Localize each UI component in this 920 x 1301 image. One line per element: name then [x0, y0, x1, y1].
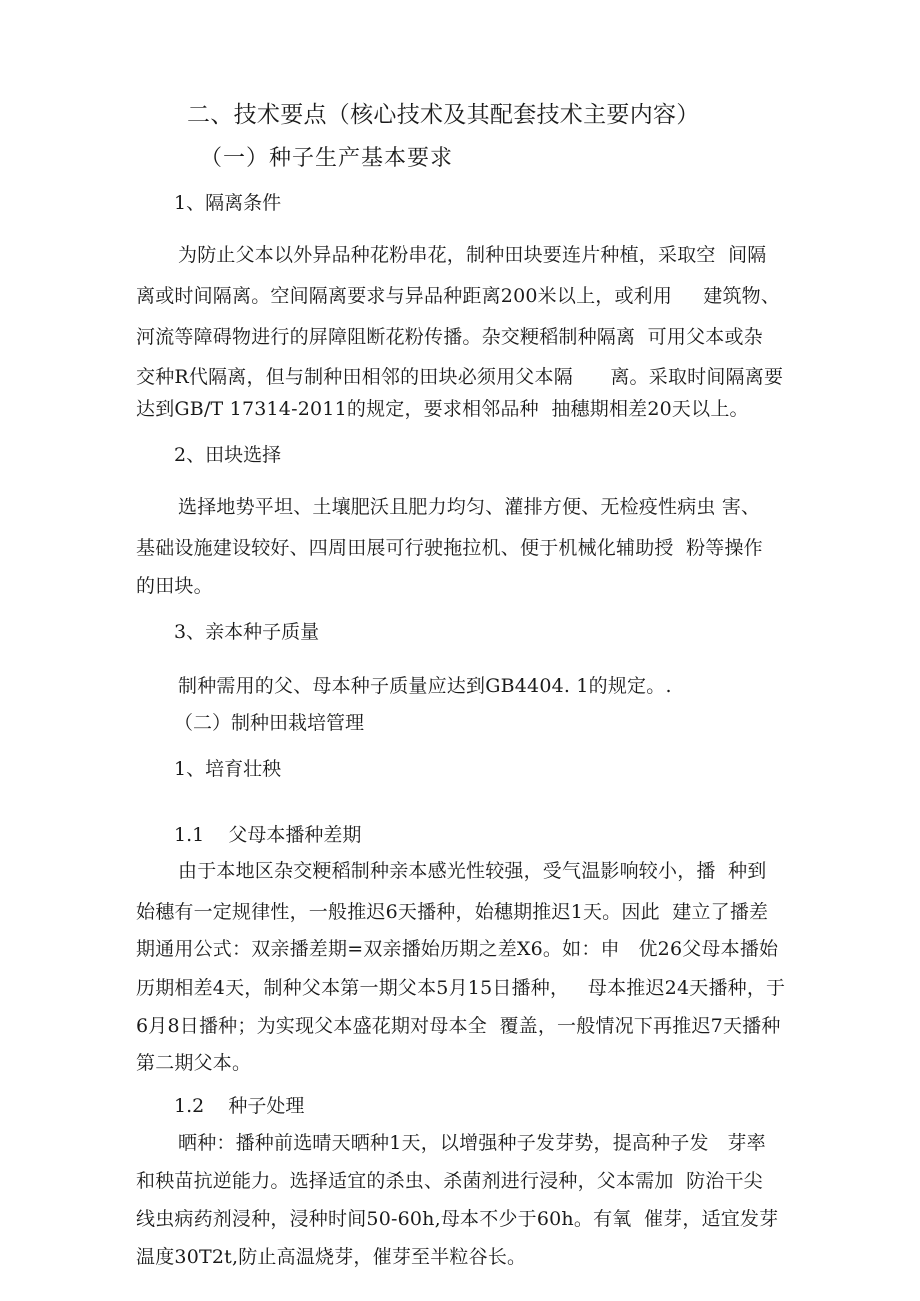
- subsection-title-seed-treatment: 1.2 种子处理: [174, 1095, 305, 1117]
- paragraph-line: 的田块。: [136, 575, 213, 597]
- paragraph-line: 晒种：播种前选晴天晒种1天，以增强种子发芽势，提高种子发 芽率: [178, 1132, 766, 1154]
- paragraph-line: 河流等障碍物进行的屏障阻断花粉传播。杂交粳稻制种隔离 可用父本或杂: [136, 326, 763, 348]
- paragraph-line: 基础设施建设较好、四周田展可行驶拖拉机、便于机械化辅助授 粉等操作: [136, 537, 763, 559]
- section-title-seedling: 1、培育壮秧: [174, 758, 282, 780]
- paragraph-line: 历期相差4天，制种父本第一期父本5月15日播种， 母本推迟24天播种，于: [136, 977, 786, 999]
- subheading-cultivation: （二）制种田栽培管理: [174, 712, 365, 734]
- section-title-parent-seed-quality: 3、亲本种子质量: [174, 621, 320, 643]
- section-title-field-selection: 2、田块选择: [174, 444, 282, 466]
- paragraph-line: 选择地势平坦、土壤肥沃且肥力均匀、灌排方便、无检疫性病虫 害、: [178, 496, 761, 518]
- paragraph-line: 温度30T2t,防止高温烧芽，催芽至半粒谷长。: [136, 1246, 527, 1268]
- paragraph-line: 达到GB/T 17314-2011的规定，要求相邻品种 抽穗期相差20天以上。: [136, 398, 749, 420]
- paragraph-line: 线虫病药剂浸种，浸种时间50-60h,母本不少于60h。有氧 催芽，适宜发芽: [136, 1208, 779, 1230]
- paragraph-line: 制种需用的父、母本种子质量应达到GB4404. 1的规定。.: [178, 675, 672, 697]
- paragraph-line: 始穗有一定规律性，一般推迟6天播种，始穗期推迟1天。因此 建立了播差: [136, 901, 769, 923]
- paragraph-line: 由于本地区杂交粳稻制种亲本感光性较强，受气温影响较小，播 种到: [178, 860, 767, 882]
- section-title-isolation: 1、隔离条件: [174, 192, 282, 214]
- paragraph-line: 期通用公式：双亲播差期=双亲播始历期之差X6。如：申 优26父母本播始: [136, 938, 779, 960]
- subheading-seed-production: （一）种子生产基本要求: [200, 146, 454, 171]
- paragraph-line: 离或时间隔离。空间隔离要求与异品种距离200米以上，或利用 建筑物、: [136, 285, 781, 307]
- paragraph-line: 交种R代隔离，但与制种田相邻的田块必须用父本隔 离。采取时间隔离要: [136, 366, 784, 388]
- main-heading: 二、技术要点（核心技术及其配套技术主要内容）: [187, 102, 700, 128]
- paragraph-line: 6月8日播种；为实现父本盛花期对母本全 覆盖，一般情况下再推迟7天播种: [136, 1015, 781, 1037]
- paragraph-line: 为防止父本以外异品种花粉串花，制种田块要连片种植，采取空 间隔: [178, 244, 767, 266]
- paragraph-line: 和秧苗抗逆能力。选择适宜的杀虫、杀菌剂进行浸种，父本需加 防治干尖: [136, 1170, 763, 1192]
- paragraph-line: 第二期父本。: [136, 1052, 252, 1074]
- subsection-title-sowing-interval: 1.1 父母本播种差期: [174, 824, 362, 846]
